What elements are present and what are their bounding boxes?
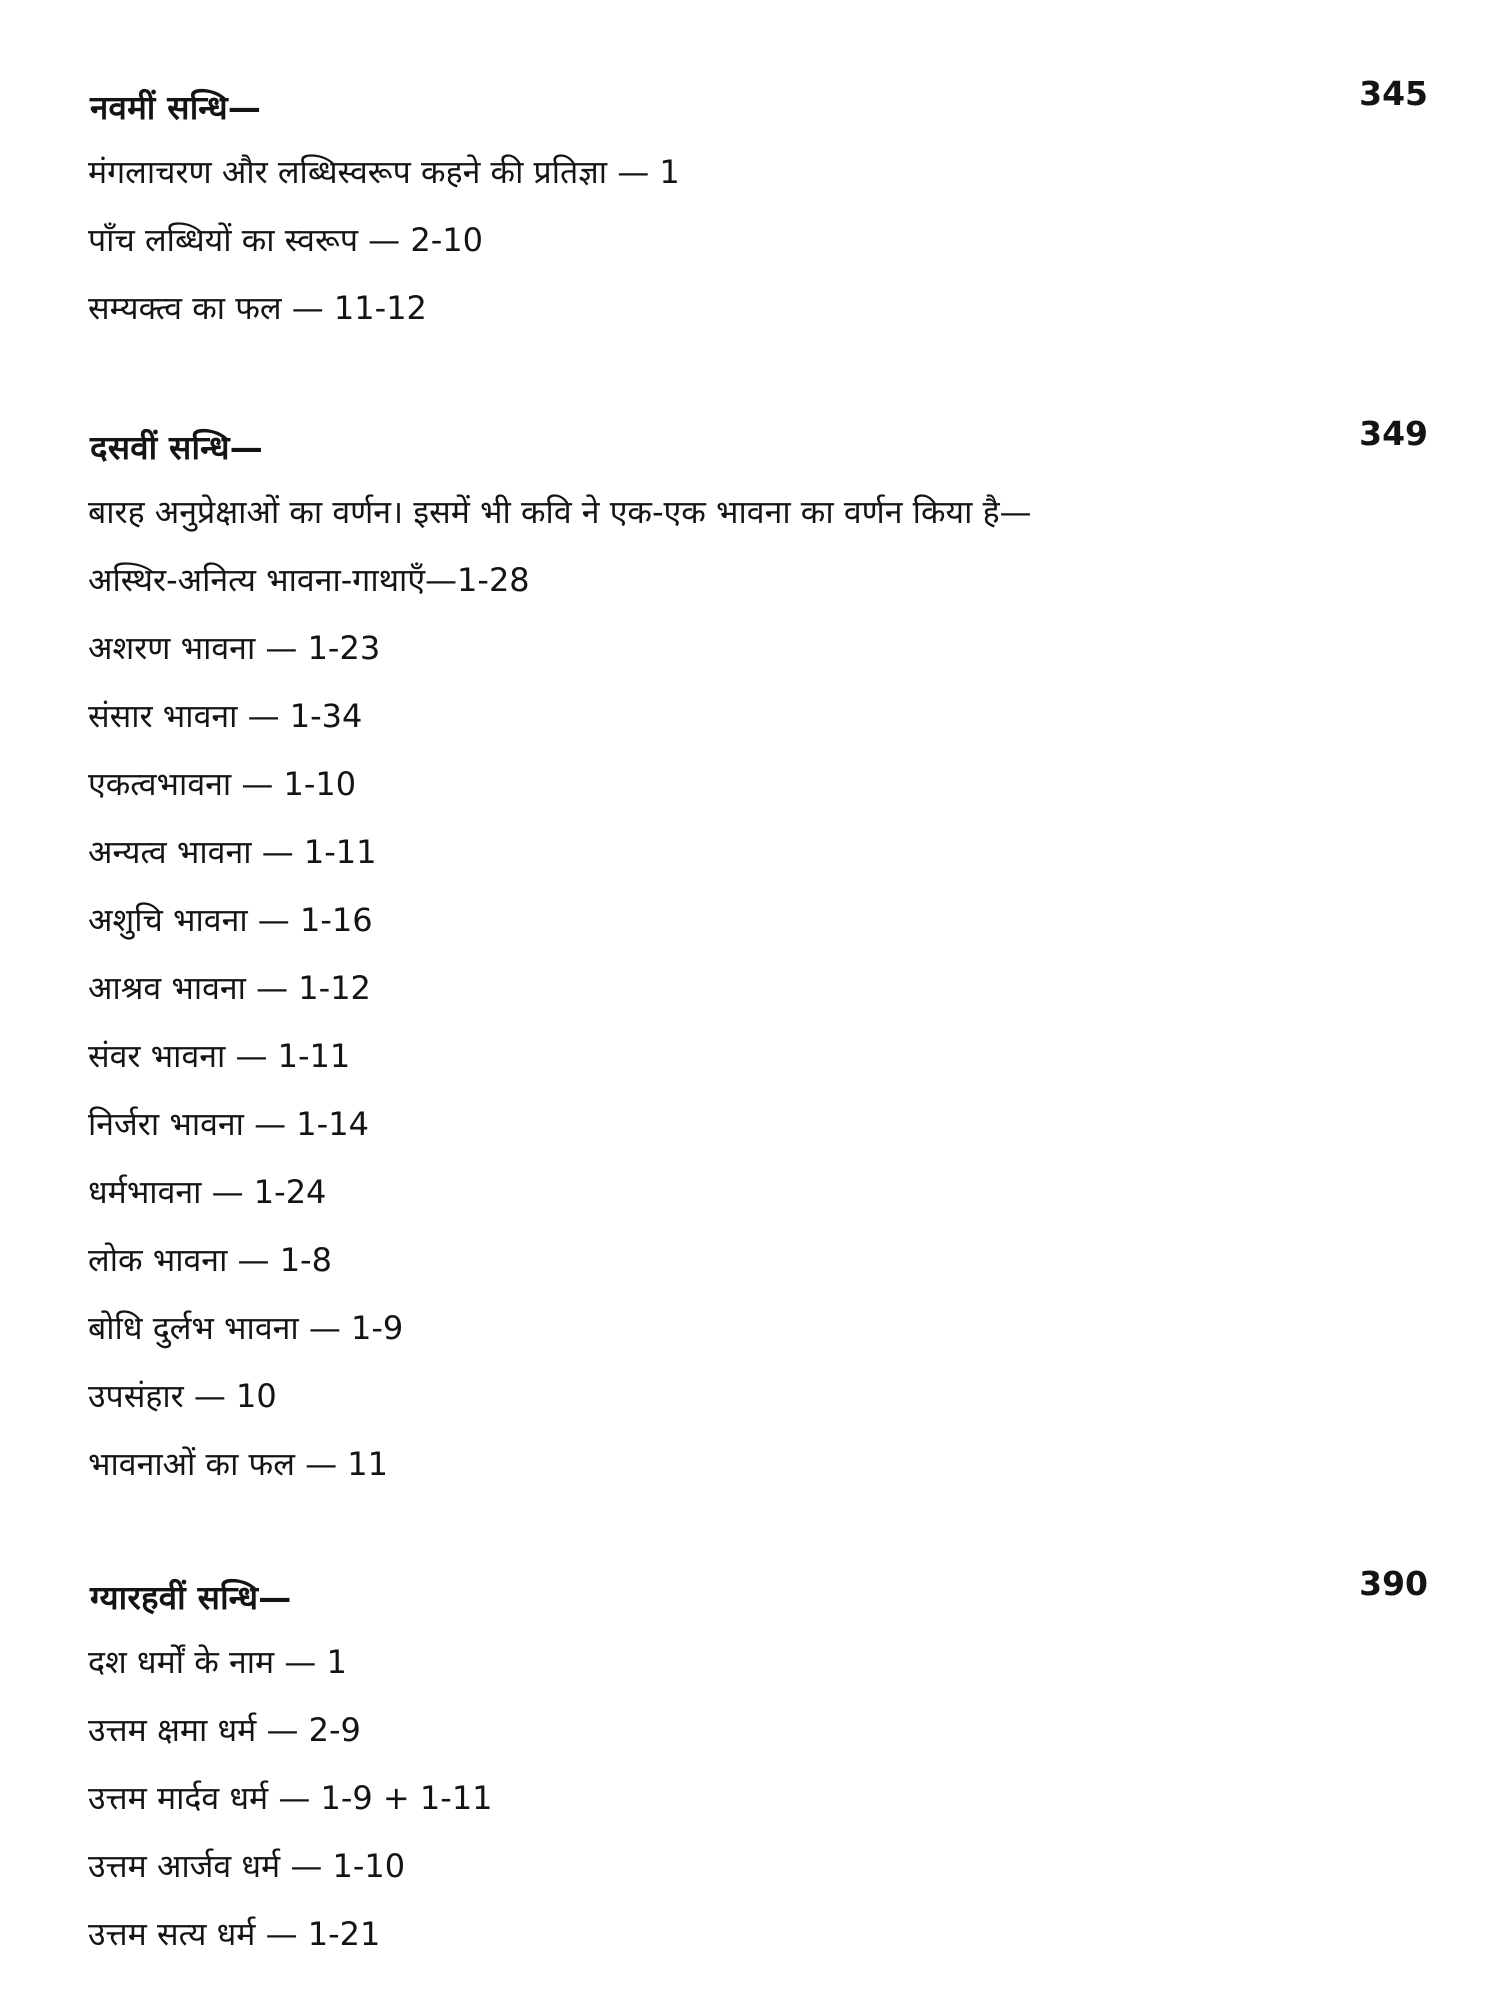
entry-list — [88, 1642, 1428, 1982]
toc-entry: अशरण भावना — 1-23 — [88, 629, 381, 667]
toc-entry: लोक भावना — 1-8 — [88, 1241, 332, 1279]
section-title: ग्यारहवीं सन्धि— — [90, 1578, 292, 1617]
toc-entry: बोधि दुर्लभ भावना — 1-9 — [88, 1309, 404, 1347]
entry-list — [88, 492, 1428, 1512]
section-title: नवमीं सन्धि— — [90, 88, 262, 127]
toc-entry: धर्मभावना — 1-24 — [88, 1173, 327, 1211]
section-title: दसवीं सन्धि— — [90, 428, 263, 467]
section-eleventh-sandhi — [88, 1564, 1428, 1982]
toc-entry: सम्यक्त्व का फल — 11-12 — [88, 289, 427, 327]
section-header — [88, 1564, 1428, 1642]
toc-entry: संसार भावना — 1-34 — [88, 697, 363, 735]
section-header — [88, 74, 1428, 152]
toc-entry: पाँच लब्धियों का स्वरूप — 2-10 — [88, 221, 483, 259]
toc-entry: एकत्वभावना — 1-10 — [88, 765, 357, 803]
section-tenth-sandhi — [88, 414, 1428, 1512]
toc-entry: दश धर्मों के नाम — 1 — [88, 1643, 347, 1681]
toc-entry: आश्रव भावना — 1-12 — [88, 969, 371, 1007]
entry-list — [88, 152, 1428, 356]
toc-entry: मंगलाचरण और लब्धिस्वरूप कहने की प्रतिज्ञा — 1 — [88, 153, 680, 191]
section-page-number: 345 — [1359, 74, 1428, 113]
toc-entry: अशुचि भावना — 1-16 — [88, 901, 373, 939]
toc-entry: उत्तम सत्य धर्म — 1-21 — [88, 1915, 381, 1953]
toc-entry: बारह अनुप्रेक्षाओं का वर्णन। इसमें भी कवि ने एक-एक भावना का वर्णन किया है— — [88, 493, 1032, 531]
toc-entry: उत्तम मार्दव धर्म — 1-9 + 1-11 — [88, 1779, 493, 1817]
section-ninth-sandhi — [88, 74, 1428, 356]
toc-entry: उपसंहार — 10 — [88, 1377, 277, 1415]
section-page-number: 349 — [1359, 414, 1428, 453]
toc-entry: अस्थिर-अनित्य भावना-गाथाएँ—1-28 — [88, 561, 530, 599]
toc-entry: निर्जरा भावना — 1-14 — [88, 1105, 369, 1143]
section-page-number: 390 — [1359, 1564, 1428, 1603]
toc-entry: भावनाओं का फल — 11 — [88, 1445, 388, 1483]
toc-entry: उत्तम क्षमा धर्म — 2-9 — [88, 1711, 361, 1749]
toc-entry: उत्तम आर्जव धर्म — 1-10 — [88, 1847, 406, 1885]
toc-entry: अन्यत्व भावना — 1-11 — [88, 833, 377, 871]
section-header — [88, 414, 1428, 492]
toc-entry: संवर भावना — 1-11 — [88, 1037, 351, 1075]
